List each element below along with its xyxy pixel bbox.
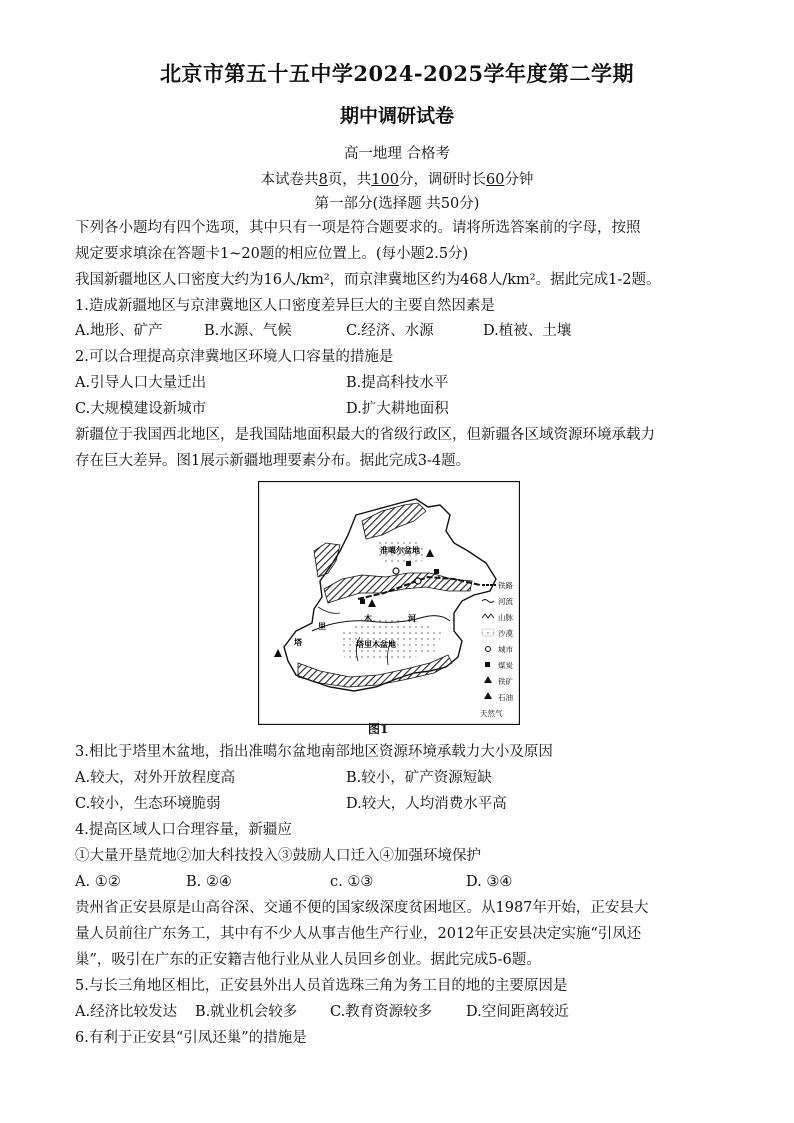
xinjiang-map-figure (258, 481, 520, 725)
map-label-li: 里 (318, 622, 326, 631)
passage-1: 我国新疆地区人口密度大约为16人/km²，而京津冀地区约为468人/km²。据此完成1-2题。 (75, 272, 661, 288)
q4-option-d: D. ③④ (466, 874, 513, 890)
q1-option-d: D.植被、土壤 (483, 323, 572, 339)
question-5-stem: 5.与长三角地区相比，正安县外出人员首选珠三角为务工目的地的主要原因是 (75, 978, 568, 994)
passage-3-line-3: 巢”，吸引在广东的正安籍吉他行业从业人员回乡创业。据此完成5-6题。 (75, 952, 541, 968)
q2-option-b: B.提高科技水平 (346, 375, 449, 391)
passage-2-line-1: 新疆位于我国西北地区，是我国陆地面积最大的省级行政区，但新疆各区域资源环境承载力 (75, 427, 655, 443)
question-1-stem: 1.造成新疆地区与京津冀地区人口密度差异巨大的主要自然因素是 (75, 298, 495, 314)
question-4-stem: 4.提高区域人口合理容量，新疆应 (75, 822, 292, 838)
passage-3-line-2: 量人员前往广东务工，其中有不少人从事吉他生产行业，2012年正安县决定实施“引凤还 (75, 926, 642, 942)
duration: 60 (485, 172, 505, 188)
legend-gas: 天然气 (480, 709, 503, 718)
q1-option-b: B.水源、气候 (204, 323, 292, 339)
q4-option-a: A. ①② (75, 874, 121, 890)
question-6-stem: 6.有利于正安县“引凤还巢”的措施是 (75, 1030, 307, 1046)
passage-3-line-1: 贵州省正安县原是山高谷深、交通不便的国家级深度贫困地区。从1987年开始，正安县大 (75, 900, 649, 916)
exam-title: 北京市第五十五中学2024-2025学年度第二学期 (159, 61, 635, 86)
legend-river: 河流 (498, 597, 513, 606)
city-symbol (415, 578, 421, 584)
legend-railway: 铁路 (498, 581, 513, 590)
legend-city: 城市 (498, 645, 513, 654)
q3-option-b: B.较小，矿产资源短缺 (346, 770, 492, 786)
exam-info: 本试卷共8页，共100分，调研时长60分钟 (260, 172, 534, 188)
q3-option-a: A.较大，对外开放程度高 (75, 770, 236, 786)
q5-option-d: D.空间距离较近 (466, 1004, 569, 1020)
question-3-stem: 3.相比于塔里木盆地，指出准噶尔盆地南部地区资源环境承载力大小及原因 (75, 744, 553, 760)
legend-desert: 沙漠 (498, 629, 513, 638)
legend-oil: 石油 (498, 693, 513, 702)
subject-line: 高一地理 合格考 (343, 146, 451, 162)
question-2-stem: 2.可以合理提高京津冀地区环境人口容量的措施是 (75, 349, 394, 365)
q3-option-c: C.较小，生态环境脆弱 (75, 796, 221, 812)
tarim-basin-label: 塔里木盆地 (356, 640, 396, 649)
total-score: 100 (371, 172, 399, 188)
instructions-line-1: 下列各小题均有四个选项，其中只有一项是符合题要求的。请将所选答案前的字母，按照 (75, 220, 641, 236)
city-symbol (393, 568, 399, 574)
legend-mountain: 山脉 (498, 613, 513, 622)
q5-option-a: A.经济比较发达 (75, 1004, 178, 1020)
exam-subtitle: 期中调研试卷 (339, 105, 454, 127)
q4-option-c: c. ①③ (330, 874, 374, 890)
q2-option-c: C.大规模建设新城市 (75, 401, 207, 417)
passage-2-line-2: 存在巨大差异。图1展示新疆地理要素分布。据此完成3-4题。 (75, 453, 471, 469)
q5-option-b: B.就业机会较多 (195, 1004, 298, 1020)
junggar-basin-label: 准噶尔盆地 (380, 546, 420, 555)
figure-caption: 图1 (368, 722, 389, 736)
q1-option-a: A.地形、矿产 (75, 323, 163, 339)
coal-symbol (360, 599, 365, 604)
page-count: 8 (318, 172, 328, 188)
map-label-ta: 塔 (294, 638, 302, 647)
legend-iron: 铁矿 (498, 677, 513, 686)
q1-option-c: C.经济、水源 (346, 323, 434, 339)
coal-symbol (406, 561, 411, 566)
q3-option-d: D.较大，人均消费水平高 (346, 796, 507, 812)
legend-coal: 煤炭 (498, 661, 513, 670)
q5-option-c: C.教育资源较多 (330, 1004, 433, 1020)
instructions-line-2: 规定要求填涂在答题卡1~20题的相应位置上。(每小题2.5分) (75, 246, 469, 262)
q2-option-d: D.扩大耕地面积 (346, 401, 449, 417)
q4-option-b: B. ②④ (186, 874, 232, 890)
coal-symbol (434, 569, 439, 574)
map-label-mu: 木 (364, 614, 372, 623)
map-label-he: 河 (408, 614, 416, 623)
question-4-choices: ①大量开垦荒地②加大科技投入③鼓励人口迁入④加强环境保护 (75, 848, 481, 864)
q2-option-a: A.引导人口大量迁出 (75, 375, 207, 391)
section-heading: 第一部分(选择题 共50分) (314, 196, 480, 212)
